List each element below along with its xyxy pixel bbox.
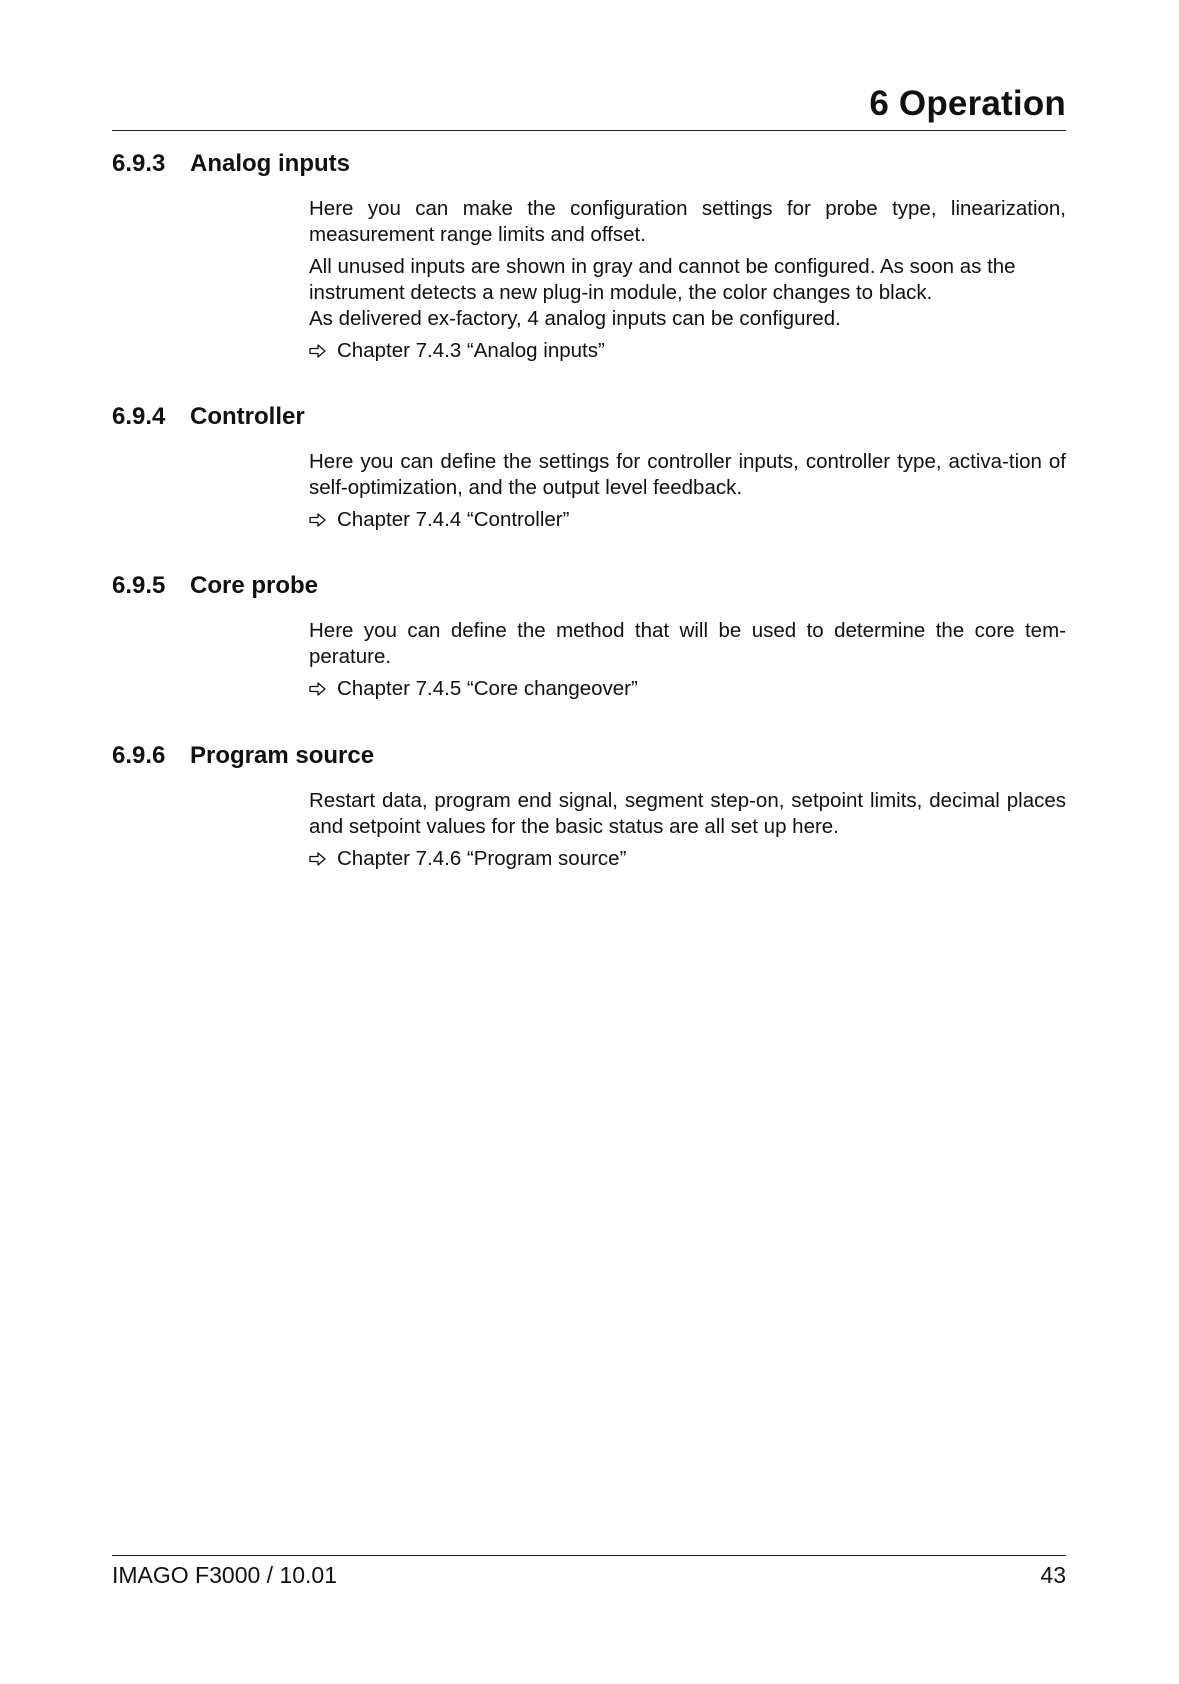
chapter-reference[interactable] — [309, 338, 1066, 364]
paragraph: All unused inputs are shown in gray and cannot be configured. As soon as the instrument detects a new plug-in module, the color changes to black. — [309, 255, 1016, 304]
paragraph: Here you can define the settings for controller inputs, controller type, activa-tion of self-optimization, and the output level feedback. — [309, 450, 1066, 499]
section-heading — [112, 572, 1066, 604]
page-header — [112, 78, 1066, 131]
chapter-title: 6 Operation — [869, 84, 1066, 123]
outline-right-arrow-icon — [309, 852, 329, 866]
chapter-reference[interactable] — [309, 507, 1066, 533]
section-body — [309, 196, 1066, 364]
chapter-reference-text[interactable]: Chapter 7.4.3 “Analog inputs” — [337, 339, 605, 362]
section-number: 6.9.5 — [112, 572, 166, 599]
paragraph: Restart data, program end signal, segment step-on, setpoint limits, decimal places and setpoint values for the basic status are all set up here. — [309, 789, 1066, 838]
section-program-source — [112, 742, 1066, 872]
section-title: Core probe — [190, 572, 319, 599]
outline-right-arrow-icon — [309, 513, 329, 527]
section-heading — [112, 150, 1066, 182]
section-analog-inputs — [112, 150, 1066, 364]
section-title: Analog inputs — [190, 150, 350, 177]
chapter-reference-text[interactable]: Chapter 7.4.6 “Program source” — [337, 847, 627, 870]
section-core-probe — [112, 572, 1066, 702]
section-number: 6.9.3 — [112, 150, 166, 177]
section-title: Program source — [190, 742, 375, 769]
page-number: 43 — [1040, 1562, 1066, 1588]
chapter-reference-text[interactable]: Chapter 7.4.4 “Controller” — [337, 508, 570, 531]
section-heading — [112, 403, 1066, 435]
section-number: 6.9.6 — [112, 742, 166, 769]
paragraph: Here you can define the method that will be used to determine the core tem-perature. — [309, 619, 1066, 668]
section-body — [309, 618, 1066, 702]
paragraph: As delivered ex-factory, 4 analog inputs can be configured. — [309, 307, 841, 330]
paragraph: Here you can make the configuration settings for probe type, linearization, measurement range limits and offset. — [309, 197, 1066, 246]
chapter-reference[interactable] — [309, 846, 1066, 872]
page-footer — [112, 1555, 1066, 1596]
section-body — [309, 449, 1066, 533]
chapter-reference-text[interactable]: Chapter 7.4.5 “Core changeover” — [337, 677, 638, 700]
section-heading — [112, 742, 1066, 774]
section-body — [309, 788, 1066, 872]
document-id: IMAGO F3000 / 10.01 — [112, 1562, 338, 1588]
section-number: 6.9.4 — [112, 403, 166, 430]
section-title: Controller — [190, 403, 305, 430]
chapter-reference[interactable] — [309, 676, 1066, 702]
outline-right-arrow-icon — [309, 344, 329, 358]
outline-right-arrow-icon — [309, 682, 329, 696]
section-controller — [112, 403, 1066, 533]
